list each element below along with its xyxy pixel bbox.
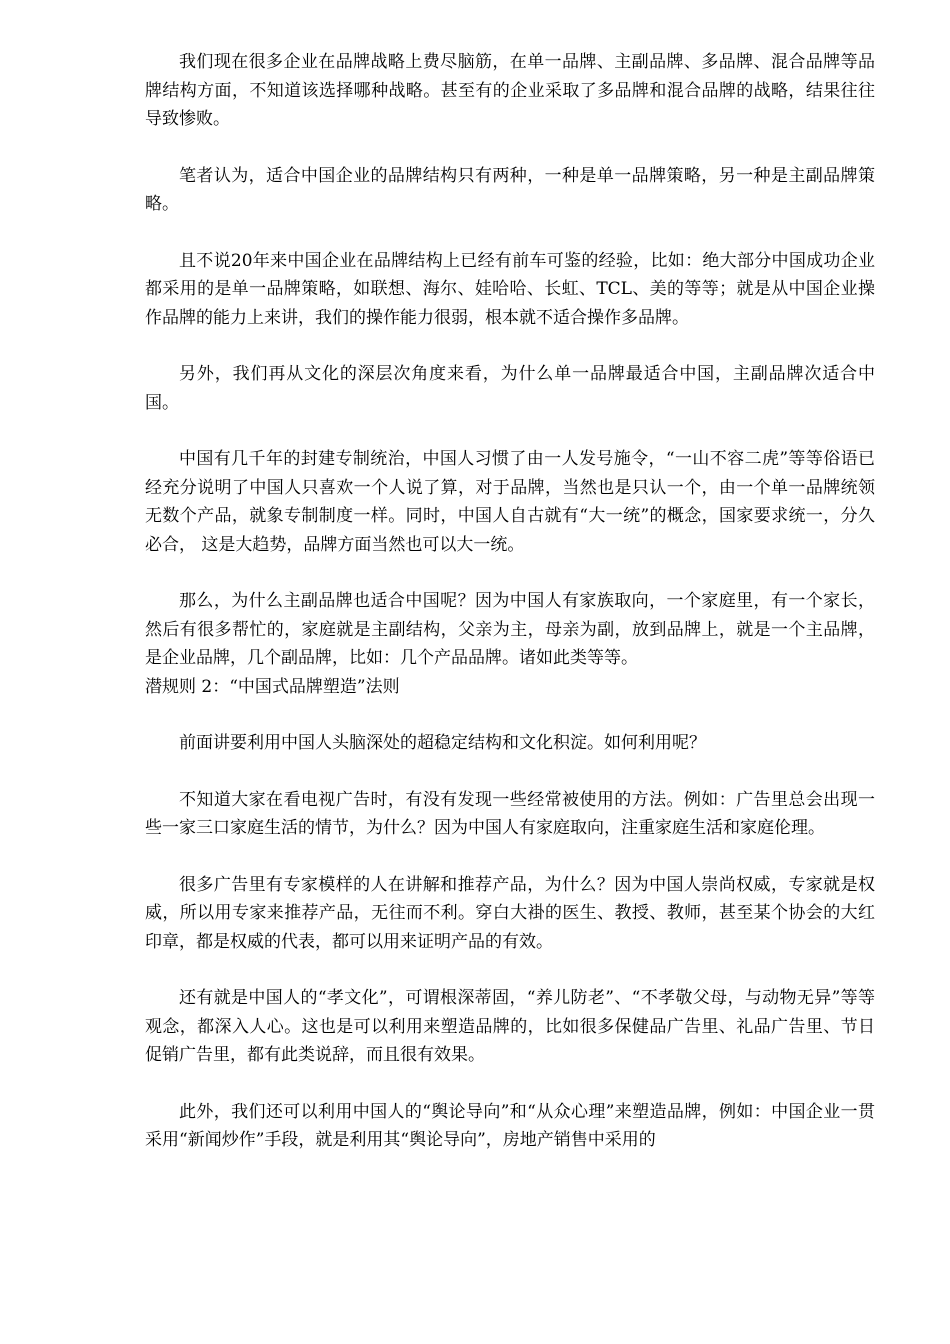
paragraph-family-orientation (145, 587, 875, 701)
paragraph-public-opinion: 此外，我们还可以利用中国人的“舆论导向”和“从众心理”来塑造品牌，例如：中国企业一贯采用“新闻炒作”手段，就是利用其“舆论导向”，房地产销售中采用的 (145, 1101, 875, 1150)
paragraph-tv-ads: 不知道大家在看电视广告时，有没有发现一些经常被使用的方法。例如：广告里总会出现一些一家三口家庭生活的情节，为什么？因为中国人有家庭取向，注重家庭生活和家庭伦理。 (145, 789, 875, 838)
paragraph-brand-strategy-intro: 我们现在很多企业在品牌战略上费尽脑筋，在单一品牌、主副品牌、多品牌、混合品牌等品牌结构方面，不知道该选择哪种战略。甚至有的企业采取了多品牌和混合品牌的战略，结果往往导致惨败。 (145, 52, 875, 129)
paragraph-authority: 很多广告里有专家模样的人在讲解和推荐产品，为什么？因为中国人崇尚权威，专家就是权威，所以用专家来推荐产品，无往而不利。穿白大褂的医生、教授、教师，甚至某个协会的大红印章，都是权威的代表，都可以用来证明产品的有效。 (145, 874, 875, 952)
paragraph-author-view: 笔者认为，适合中国企业的品牌结构只有两种，一种是单一品牌策略，另一种是主副品牌策略。 (145, 165, 875, 214)
paragraph-filial-piety: 还有就是中国人的“孝文化”，可谓根深蒂固，“养儿防老”、“不孝敬父母，与动物无异”等等观念，都深入人心。这也是可以利用来塑造品牌的，比如很多保健品广告里、礼品广告里、节日促销广告里，都有此类说辞，而且很有效果。 (145, 988, 875, 1065)
paragraph-how-to-use: 前面讲要利用中国人头脑深处的超稳定结构和文化积淀。如何利用呢？ (179, 733, 706, 753)
paragraph-experience: 且不说20年来中国企业在品牌结构上已经有前车可鉴的经验，比如：绝大部分中国成功企业都采用的是单一品牌策略，如联想、海尔、娃哈哈、长虹、TCL、美的等等；就是从中国企业操作品牌的能力上来讲，我们的操作能力很弱，根本就不适合操作多品牌。 (145, 250, 875, 328)
document-page (145, 48, 875, 1183)
paragraph-family-orientation-text: 那么，为什么主副品牌也适合中国呢？因为中国人有家族取向，一个家庭里，有一个家长，然后有很多帮忙的，家庭就是主副结构，父亲为主，母亲为副，放到品牌上，就是一个主品牌，是企业品牌，几个副品牌，比如：几个产品品牌。诸如此类等等。 (145, 591, 875, 668)
section-heading-rule-2: 潜规则 2：“中国式品牌塑造”法则 (145, 676, 400, 697)
paragraph-feudal-history: 中国有几千年的封建专制统治，中国人习惯了由一人发号施令，“一山不容二虎”等等俗语已经充分说明了中国人只喜欢一个人说了算，对于品牌，当然也是只认一个，由一个单一品牌统领无数个产品，就象专制制度一样。同时，中国人自古就有“大一统”的概念，国家要求统一，分久必合， 这是大趋势，品牌方面当然也可以大一统。 (145, 449, 875, 555)
paragraph-cultural-angle: 另外，我们再从文化的深层次角度来看，为什么单一品牌最适合中国，主副品牌次适合中国。 (145, 364, 875, 413)
